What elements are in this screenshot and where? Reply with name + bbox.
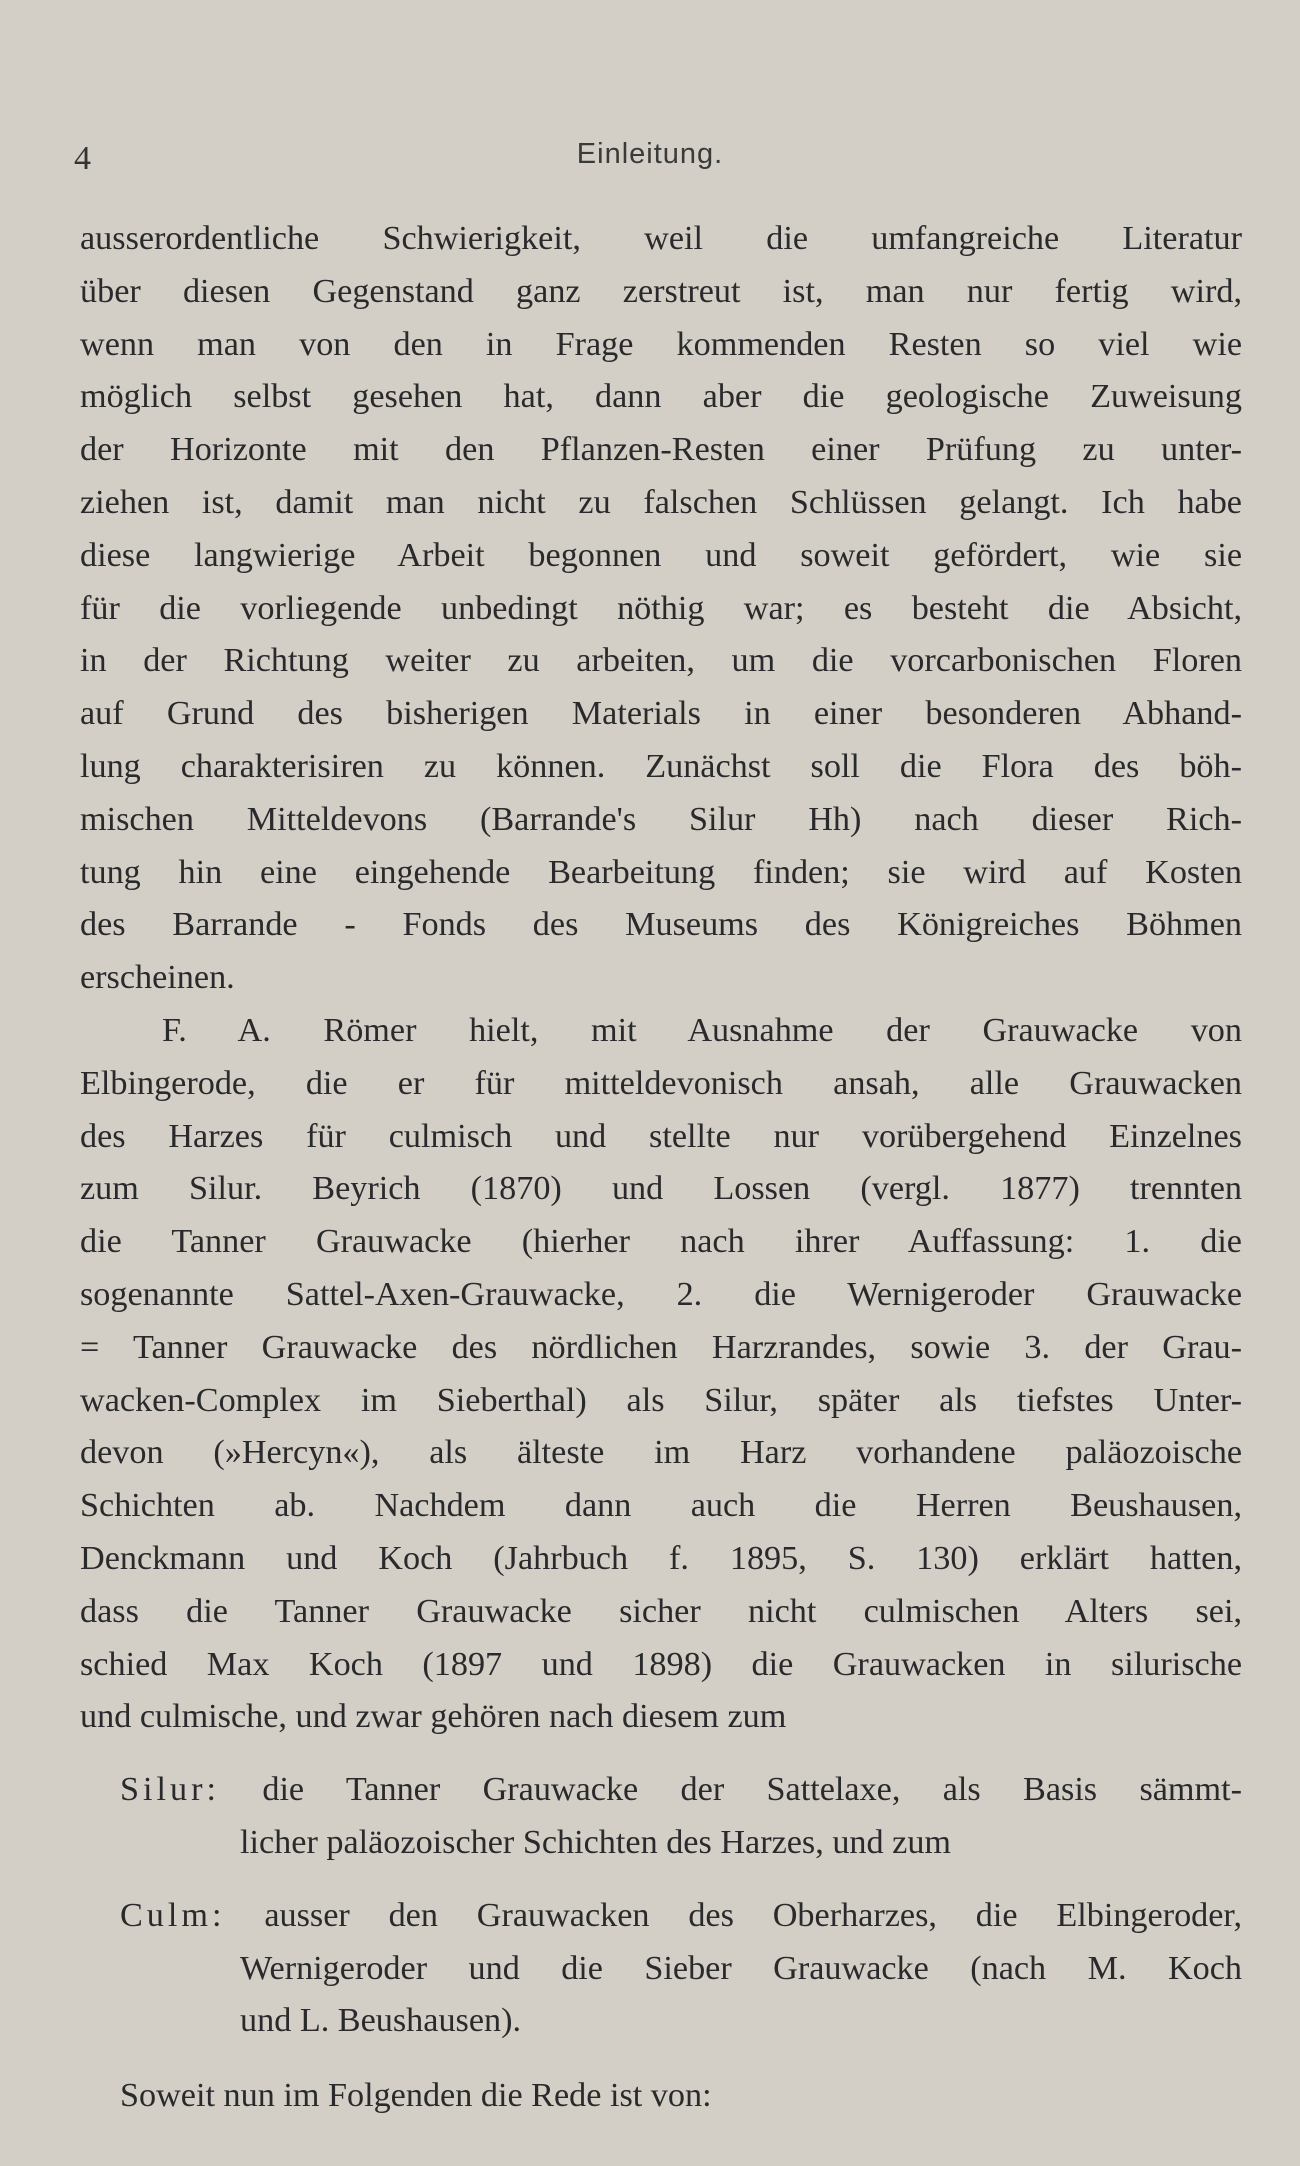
text-line: in der Richtung weiter zu arbeiten, um die vorcarbonischen Floren — [80, 642, 1242, 680]
text-line: dass die Tanner Grauwacke sicher nicht culmischen Alters sei, — [80, 1592, 1242, 1630]
text-line: des Barrande - Fonds des Museums des Königreiches Böhmen — [80, 906, 1242, 944]
text-line: mischen Mitteldevons (Barrande's Silur Hh) nach dieser Rich- — [80, 800, 1242, 838]
text-line: licher paläozoischer Schichten des Harzes, und zum — [240, 1823, 952, 1861]
list-text: die Tanner Grauwacke der Sattelaxe, als Basis sämmt- — [262, 1771, 1242, 1809]
text-line — [80, 1764, 1242, 1817]
text-line: möglich selbst gesehen hat, dann aber die geologische Zuweisung — [80, 378, 1242, 416]
text-line: und L. Beushausen). — [240, 2002, 522, 2040]
text-line: ziehen ist, damit man nicht zu falschen Schlüssen gelangt. Ich habe — [80, 483, 1242, 521]
text-line — [80, 1890, 1242, 1943]
text-line: diese langwierige Arbeit begonnen und soweit gefördert, wie sie — [80, 536, 1242, 574]
list-item-culm — [80, 1890, 1242, 2048]
text-line: die Tanner Grauwacke (hierher nach ihrer Auffassung: 1. die — [80, 1223, 1242, 1261]
text-line: F. A. Römer hielt, mit Ausnahme der Grauwacke von — [162, 1011, 1242, 1049]
text-line: auf Grund des bisherigen Materials in einer besonderen Abhand- — [80, 695, 1242, 733]
paragraph-1 — [80, 213, 1242, 1005]
text-line: zum Silur. Beyrich (1870) und Lossen (vergl. 1877) trennten — [80, 1170, 1242, 1208]
text-line: Schichten ab. Nachdem dann auch die Herren Beushausen, — [80, 1487, 1242, 1525]
text-line: des Harzes für culmisch und stellte nur vorübergehend Einzelnes — [80, 1117, 1242, 1155]
list-text: ausser den Grauwacken des Oberharzes, die Elbingeroder, — [264, 1896, 1242, 1934]
text-line: schied Max Koch (1897 und 1898) die Grauwacken in silurische — [80, 1645, 1242, 1683]
text-line: Elbingerode, die er für mitteldevonisch ansah, alle Grauwacken — [80, 1064, 1242, 1102]
text-line: Denckmann und Koch (Jahrbuch f. 1895, S. 130) erklärt hatten, — [80, 1539, 1242, 1577]
text-line: wacken-Complex im Sieberthal) als Silur, später als tiefstes Unter- — [80, 1381, 1242, 1419]
text-line: und culmische, und zwar gehören nach diesem zum — [80, 1698, 787, 1736]
text-line: Wernigeroder und die Sieber Grauwacke (nach M. Koch — [240, 1949, 1242, 1987]
running-head: Einleitung. — [576, 138, 724, 170]
list-item-silur — [80, 1764, 1242, 1870]
paragraph-2 — [80, 1005, 1242, 1744]
text-line: wenn man von den in Frage kommenden Resten so viel wie — [80, 325, 1242, 363]
text-line: tung hin eine eingehende Bearbeitung finden; sie wird auf Kosten — [80, 853, 1242, 891]
text-line: lung charakterisiren zu können. Zunächst soll die Flora des böh- — [80, 747, 1242, 785]
list-term: Silur: — [120, 1771, 220, 1809]
text-line: ausserordentliche Schwierigkeit, weil die umfangreiche Literatur — [80, 220, 1242, 257]
closing-paragraph — [80, 2070, 1242, 2123]
list-term: Culm: — [120, 1896, 226, 1934]
text-line: sogenannte Sattel-Axen-Grauwacke, 2. die Wernigeroder Grauwacke — [80, 1275, 1242, 1313]
text-line: Soweit nun im Folgenden die Rede ist von: — [120, 2077, 712, 2115]
text-line: über diesen Gegenstand ganz zerstreut ist, man nur fertig wird, — [80, 272, 1242, 310]
text-line: für die vorliegende unbedingt nöthig war; es besteht die Absicht, — [80, 589, 1242, 627]
body-text — [80, 213, 1242, 2123]
text-line: = Tanner Grauwacke des nördlichen Harzrandes, sowie 3. der Grau- — [80, 1328, 1242, 1366]
text-line: devon (»Hercyn«), als älteste im Harz vorhandene paläozoische — [80, 1434, 1242, 1472]
text-line: erscheinen. — [80, 959, 235, 997]
text-line: der Horizonte mit den Pflanzen-Resten einer Prüfung zu unter- — [80, 431, 1242, 469]
page-number: 4 — [74, 140, 91, 177]
